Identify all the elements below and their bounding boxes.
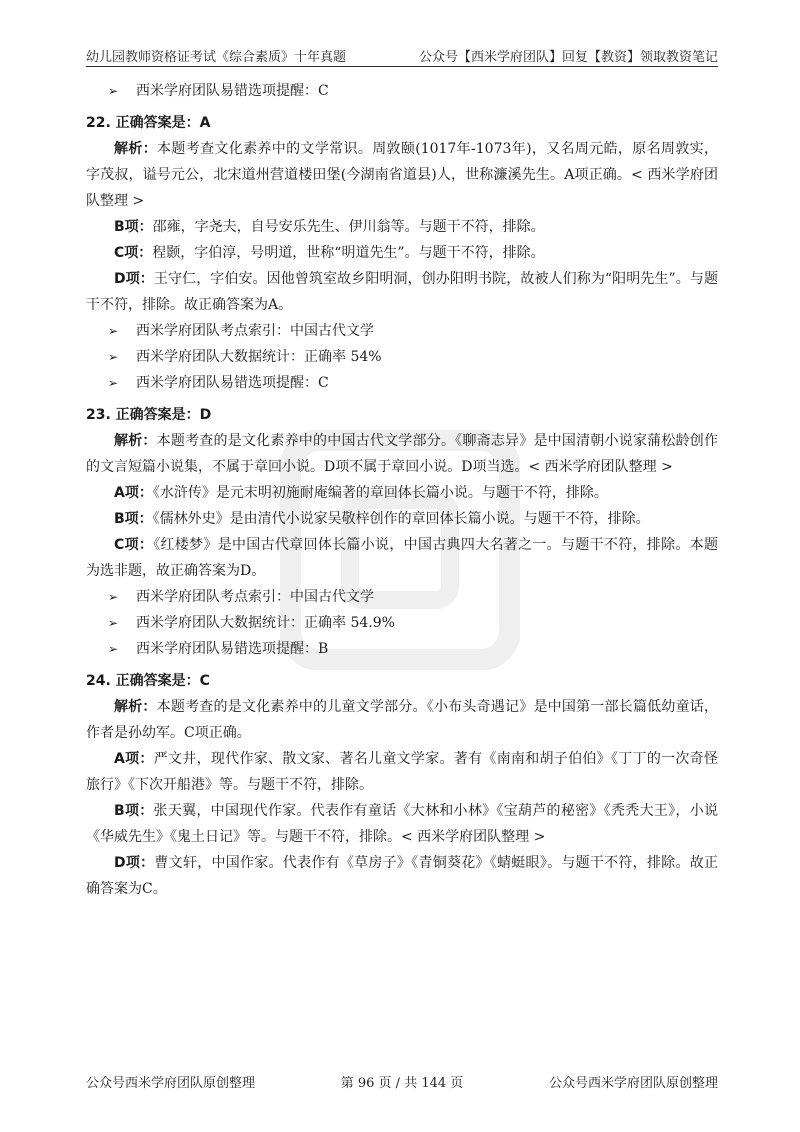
analysis-text: 本题考查的是文化素养中的儿童文学部分。《小布头奇遇记》是中国第一部长篇低幼童话，作者是孙幼军。C项正确。	[86, 699, 719, 741]
option-paragraph	[86, 532, 718, 584]
option-paragraph	[86, 746, 718, 798]
option-text: 《红楼梦》是中国古代章回体长篇小说，中国古典四大名著之一。与题干不符，排除。本题为选非题，故正确答案为D。	[86, 537, 718, 579]
list-item	[86, 344, 718, 370]
option-label: B项：	[114, 511, 153, 527]
option-text: 曹文轩，中国作家。代表作有《草房子》《青铜葵花》《蜻蜓眼》。与题干不符，排除。故正确答案为C。	[86, 855, 719, 897]
list-item	[86, 636, 718, 662]
option-label: D项：	[114, 855, 155, 871]
footer-left-note: 公众号西米学府团队原创整理	[86, 1076, 256, 1091]
option-label: C项：	[114, 537, 154, 553]
list-item	[86, 584, 718, 610]
option-text: 张天翼，中国现代作家。代表作有童话《大林和小林》《宝葫芦的秘密》《秃秃大王》，小说《华威先生》《鬼土日记》等。与题干不符，排除。< 西米学府团队整理 >	[86, 803, 718, 845]
analysis-text: 本题考查文化素养中的文学常识。周敦颐(1017年-1073年)，又名周元皓，原名周敦实，字茂叔，谥号元公，北宋道州营道楼田堡(今湖南省道县)人，世称濂溪先生。A项正确。< 西米学府团队整理 >	[86, 141, 719, 209]
header-right-note: 公众号【西米学府团队】回复【教资】领取教资笔记	[418, 50, 718, 65]
question-title: 23. 正确答案是：D	[86, 407, 212, 423]
bullet-text: 西米学府团队大数据统计：正确率 54%	[136, 349, 382, 365]
option-paragraph	[86, 798, 718, 850]
list-item	[86, 370, 718, 396]
question-title: 24. 正确答案是：C	[86, 673, 210, 689]
arrow-bullet-icon: ➢	[108, 84, 119, 98]
bullet-text: 西米学府团队大数据统计：正确率 54.9%	[136, 615, 395, 631]
arrow-bullet-icon: ➢	[108, 616, 119, 630]
option-text: 《儒林外史》是由清代小说家吴敬梓创作的章回体长篇小说。与题干不符，排除。	[152, 511, 650, 527]
analysis-label: 解析：	[114, 433, 157, 449]
bullet-text: 西米学府团队易错选项提醒：C	[136, 83, 329, 99]
option-paragraph	[86, 480, 718, 506]
option-paragraph	[86, 214, 718, 240]
option-text: 王守仁，字伯安。因他曾筑室故乡阳明洞，创办阳明书院，故被人们称为“阳明先生”。与题干不符，排除。故正确答案为A。	[86, 271, 718, 313]
option-paragraph	[86, 240, 718, 266]
arrow-bullet-icon: ➢	[108, 350, 119, 364]
analysis-label: 解析：	[114, 141, 158, 157]
arrow-bullet-icon: ➢	[108, 324, 119, 338]
bullet-text: 西米学府团队考点索引：中国古代文学	[136, 589, 374, 605]
option-text: 《水浒传》是元末明初施耐庵编著的章回体长篇小说。与题干不符，排除。	[152, 485, 608, 501]
page-header	[86, 40, 718, 67]
bullet-text: 西米学府团队考点索引：中国古代文学	[136, 323, 374, 339]
bullet-text: 西米学府团队易错选项提醒：C	[136, 375, 329, 391]
analysis-text: 本题考查的是文化素养中的中国古代文学部分。《聊斋志异》是中国清朝小说家蒲松龄创作的文言短篇小说集，不属于章回小说。D项不属于章回小说。D项当选。< 西米学府团队整理 >	[86, 433, 719, 475]
list-item	[86, 610, 718, 636]
arrow-bullet-icon: ➢	[108, 376, 119, 390]
option-paragraph	[86, 850, 718, 902]
option-label: A项：	[114, 485, 153, 501]
analysis-label: 解析：	[114, 699, 157, 715]
list-item	[86, 318, 718, 344]
option-label: D项：	[114, 271, 154, 287]
header-left-title: 幼儿园教师资格证考试《综合素质》十年真题	[86, 50, 347, 65]
arrow-bullet-icon: ➢	[108, 642, 119, 656]
footer-right-note: 公众号西米学府团队原创整理	[548, 1076, 718, 1091]
option-label: C项：	[114, 245, 153, 261]
page-number: 第 96 页 / 共 144 页	[340, 1076, 464, 1091]
option-label: B项：	[114, 219, 153, 235]
analysis-paragraph	[86, 428, 718, 480]
option-text: 邵雍，字尧夫，自号安乐先生、伊川翁等。与题干不符，排除。	[152, 219, 545, 235]
option-paragraph	[86, 266, 718, 318]
question-title: 22. 正确答案是：A	[86, 115, 211, 131]
option-text: 程颢，字伯淳，号明道，世称“明道先生”。与题干不符，排除。	[152, 245, 545, 261]
analysis-paragraph	[86, 136, 718, 214]
page-content	[86, 78, 718, 902]
option-label: B项：	[114, 803, 154, 819]
analysis-paragraph	[86, 694, 718, 746]
page-footer	[86, 1072, 718, 1094]
option-label: A项：	[114, 751, 154, 767]
option-paragraph	[86, 506, 718, 532]
option-text: 严文井，现代作家、散文家、著名儿童文学家。著有《南南和胡子伯伯》《丁丁的一次奇怪旅行》《下次开船港》等。与题干不符，排除。	[86, 751, 718, 793]
list-item	[86, 78, 718, 104]
bullet-text: 西米学府团队易错选项提醒：B	[136, 641, 329, 657]
arrow-bullet-icon: ➢	[108, 590, 119, 604]
